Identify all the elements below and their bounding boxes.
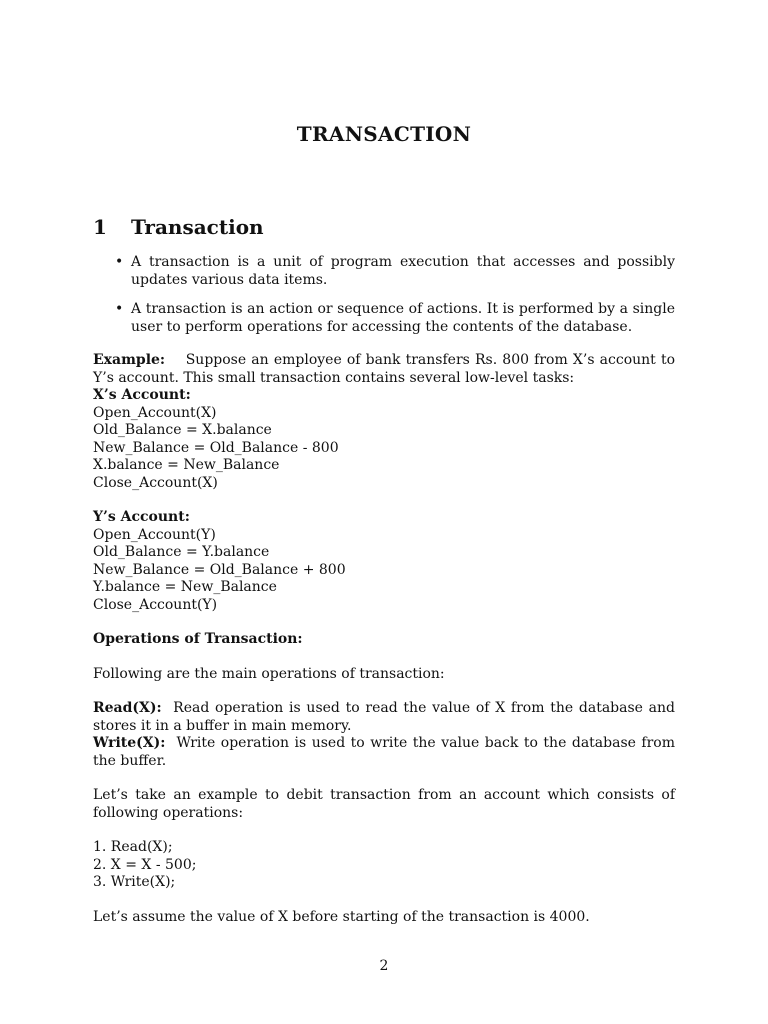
bullet-icon: •	[115, 301, 124, 317]
section-heading	[93, 215, 264, 239]
operations-heading: Operations of Transaction:	[93, 631, 303, 647]
y-account-heading: Y’s Account:	[93, 509, 190, 525]
bullet-icon: •	[115, 254, 124, 270]
debit-assumption: Let’s assume the value of X before starting of the transaction is 4000.	[93, 908, 590, 925]
example-label: Example:	[93, 352, 166, 368]
y-account-line: Old_Balance = Y.balance	[93, 544, 270, 560]
debit-step: 3. Write(X);	[93, 874, 176, 890]
debit-step: 2. X = X - 500;	[93, 856, 197, 873]
bullet-item	[93, 254, 675, 289]
x-account-line: X.balance = New_Balance	[93, 457, 280, 473]
write-definition	[93, 735, 675, 770]
debit-step: 1. Read(X);	[93, 839, 173, 855]
debit-intro: Let’s take an example to debit transaction from an account which consists of following operations:	[93, 787, 675, 821]
operations-intro: Following are the main operations of transaction:	[93, 665, 445, 682]
bullet-text: A transaction is an action or sequence of actions. It is performed by a single user to perform operations for accessing the contents of the database.	[131, 301, 675, 335]
x-account-block	[93, 387, 675, 492]
read-text: Read operation is used to read the value of X from the database and stores it in a buffer in main memory.	[93, 700, 676, 734]
debit-steps	[93, 839, 675, 892]
y-account-line: Y.balance = New_Balance	[93, 579, 277, 595]
page-number: 2	[379, 958, 389, 974]
y-account-line: New_Balance = Old_Balance + 800	[93, 561, 346, 578]
x-account-line: New_Balance = Old_Balance - 800	[93, 439, 339, 456]
section-number: 1	[93, 215, 107, 239]
x-account-line: Old_Balance = X.balance	[93, 422, 272, 438]
read-definition	[93, 700, 675, 735]
read-label: Read(X):	[93, 700, 162, 716]
document-body	[93, 254, 675, 926]
x-account-line: Close_Account(X)	[93, 474, 218, 491]
x-account-line: Open_Account(X)	[93, 404, 217, 421]
operations-heading-paragraph	[93, 631, 675, 649]
y-account-line: Open_Account(Y)	[93, 526, 216, 543]
example-paragraph	[93, 352, 675, 387]
example-text: Suppose an employee of bank transfers Rs. 800 from X’s account to Y’s account. This small transaction contains several low-level tasks:	[93, 352, 675, 386]
section-title: Transaction	[131, 215, 264, 239]
bullet-item	[93, 301, 675, 336]
y-account-block	[93, 509, 675, 614]
write-text: Write operation is used to write the value back to the database from the buffer.	[93, 735, 675, 769]
document-title: TRANSACTION	[296, 122, 472, 146]
x-account-heading: X’s Account:	[93, 387, 191, 403]
y-account-line: Close_Account(Y)	[93, 596, 218, 613]
bullet-text: A transaction is a unit of program execution that accesses and possibly updates various data items.	[131, 254, 675, 288]
bullet-list	[93, 254, 675, 336]
write-label: Write(X):	[93, 735, 166, 751]
